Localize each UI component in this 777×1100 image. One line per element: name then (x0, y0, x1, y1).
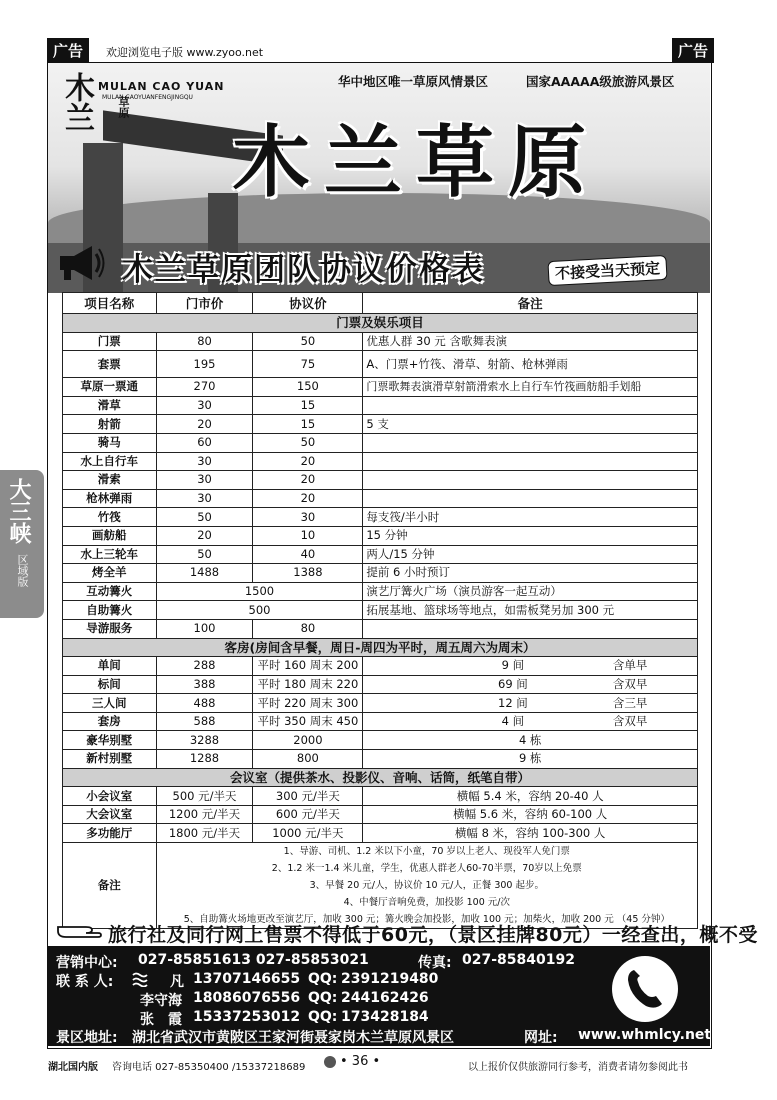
table-row: 画舫船 20 10 15 分钟 (63, 526, 698, 545)
people-label: 联 系 人: (56, 974, 114, 990)
brand-en-small: MULAN CAOYUANFENGJINGQU (102, 94, 193, 101)
table-row: 多功能厅 1800 元/半天 1000 元/半天 横幅 8 米，容纳 100-300 人 (63, 824, 698, 843)
table-row: 自助篝火 500 拓展基地、篮球场等地点，如需板凳另加 300 元 (63, 601, 698, 620)
main-title: 木兰草原 (232, 118, 601, 208)
no-sameday-badge: 不接受当天预定 (547, 255, 667, 286)
table-row: 套票 195 75 A、门票+竹筏、滑草、射箭、枪林弹雨 (63, 351, 698, 378)
ad-tag-left: 广告 (47, 38, 89, 63)
table-row: 互动篝火 1500 演艺厅篝火广场（演员游客一起互动） (63, 582, 698, 601)
contact-name: 凡 (170, 974, 184, 990)
contact-qq: 2391219480 (341, 971, 439, 987)
col-header-agreed: 协议价 (253, 293, 363, 314)
remarks-row (63, 843, 698, 929)
slogan-right: 国家AAAAA级旅游风景区 (526, 74, 675, 89)
contact-phone: 15337253012 (193, 1009, 301, 1025)
footer-hotline: 咨询电话 027-85350400 /15337218689 (112, 1062, 306, 1073)
megaphone-icon (56, 242, 106, 284)
table-row: 水上自行车 30 20 (63, 452, 698, 471)
table-row: 豪华别墅 3288 2000 4 栋 (63, 731, 698, 750)
remarks-list: 1、导游、司机、1.2 米以下小童，70 岁以上老人、现役军人免门票 2、1.2 米一1.4 米儿童，学生，优惠人群老人60-70半票，70岁以上免票 3、早餐 20 元/人，协议价 10 元/人，正餐 300 起步。 4、中餐厅音响免费，加投影 100 元/次 5、自助篝火场地更改至演艺厅，加收 300 元；篝火晚会加投影，加收 100 元；加柴火，加收 200 元 （45 分钟） (156, 843, 697, 929)
contact-phone: 13707146655 (193, 971, 301, 987)
remarks-label: 备注 (63, 843, 157, 929)
col-header-note: 备注 (363, 293, 698, 314)
contact-name: 张 霞 (140, 1012, 182, 1028)
pointing-hand-icon (56, 921, 102, 941)
slogan-left: 华中地区唯一草原风情景区 (338, 74, 489, 89)
table-row: 草原一票通 270 150 门票歌舞表演滑草射箭滑索水上自行车竹筏画舫船手划船 (63, 378, 698, 397)
table-row: 竹筏 50 30 每支筏/半小时 (63, 508, 698, 527)
contact-name: 李守海 (140, 993, 182, 1009)
table-row: 射箭 20 15 5 支 (63, 415, 698, 434)
section-tickets: 门票及娱乐项目 (63, 314, 698, 333)
brand-sub: 草原 (117, 96, 130, 118)
sales-label: 营销中心: (56, 955, 118, 971)
contact-qq: 173428184 (341, 1009, 429, 1025)
footer-disclaimer: 以上报价仅供旅游同行参考，消费者请勿参阅此书 (468, 1062, 688, 1073)
table-row: 枪林弹雨 30 20 (63, 489, 698, 508)
section-rooms: 客房(房间含早餐，周日-周四为平时，周五周六为周末） (63, 638, 698, 657)
contact-phone: 18086076556 (193, 990, 301, 1006)
contact-block (48, 946, 710, 1046)
wave-icon (132, 972, 148, 987)
col-header-retail: 门市价 (156, 293, 253, 314)
col-header-name: 项目名称 (63, 293, 157, 314)
section-meeting: 会议室（提供茶水、投影仪、音响、话筒，纸笔自带） (63, 768, 698, 787)
contact-qq: 244162426 (341, 990, 429, 1006)
price-table (62, 292, 698, 929)
table-row: 新村别墅 1288 800 9 栋 (63, 750, 698, 769)
table-row: 导游服务 100 80 (63, 619, 698, 638)
table-row: 三人间 488 平时 220 周末 300 12 间 含三早 (63, 694, 698, 713)
table-row: 单间 288 平时 160 周末 200 9 间 含单早 (63, 657, 698, 676)
table-row: 骑马 60 50 (63, 433, 698, 452)
table-row: 标间 388 平时 180 周末 220 69 间 含双早 (63, 675, 698, 694)
table-row: 套房 588 平时 350 周末 450 4 间 含双早 (63, 712, 698, 731)
warning-text: 旅行社及同行网上售票不得低于60元，（景区挂牌80元）一经查出，概不受 (108, 924, 758, 946)
site-label: 网址: (524, 1030, 558, 1046)
page-badge-icon (324, 1056, 336, 1068)
fax-number: 027-85840192 (462, 952, 575, 968)
page-number: • 36 • (340, 1054, 381, 1069)
table-row: 小会议室 500 元/半天 300 元/半天 横幅 5.4 米，容纳 20-40 人 (63, 787, 698, 806)
qq-label: QQ: (308, 990, 338, 1006)
table-header (63, 293, 698, 314)
brand-logo: 木兰 (59, 72, 94, 132)
qq-label: QQ: (308, 971, 338, 987)
browse-note: 欢迎浏览电子版 www.zyoo.net (106, 46, 264, 59)
qq-label: QQ: (308, 1009, 338, 1025)
ad-tag-right: 广告 (672, 38, 714, 63)
sales-phones: 027-85851613 027-85853021 (138, 952, 369, 968)
table-row: 门票 80 50 优惠人群 30 元 含歌舞表演 (63, 332, 698, 351)
footer-edition: 湖北国内版 (48, 1062, 98, 1073)
price-table-title: 木兰草原团队协议价格表 (122, 252, 485, 288)
website: www.whmlcy.net (578, 1027, 712, 1043)
table-row: 大会议室 1200 元/半天 600 元/半天 横幅 5.6 米，容纳 60-100 人 (63, 805, 698, 824)
address: 湖北省武汉市黄陂区王家河街聂家岗木兰草原风景区 (132, 1030, 454, 1046)
table-row: 滑草 30 15 (63, 396, 698, 415)
table-row: 滑索 30 20 (63, 471, 698, 490)
region-side-tab: 大三峡 区域版 (0, 470, 44, 618)
table-row: 水上三轮车 50 40 两人/15 分钟 (63, 545, 698, 564)
address-label: 景区地址: (56, 1030, 118, 1046)
phone-icon (612, 956, 678, 1022)
table-row: 烤全羊 1488 1388 提前 6 小时预订 (63, 564, 698, 583)
brand-en: MULAN CAO YUAN (98, 80, 225, 93)
fax-label: 传真: (418, 955, 452, 971)
